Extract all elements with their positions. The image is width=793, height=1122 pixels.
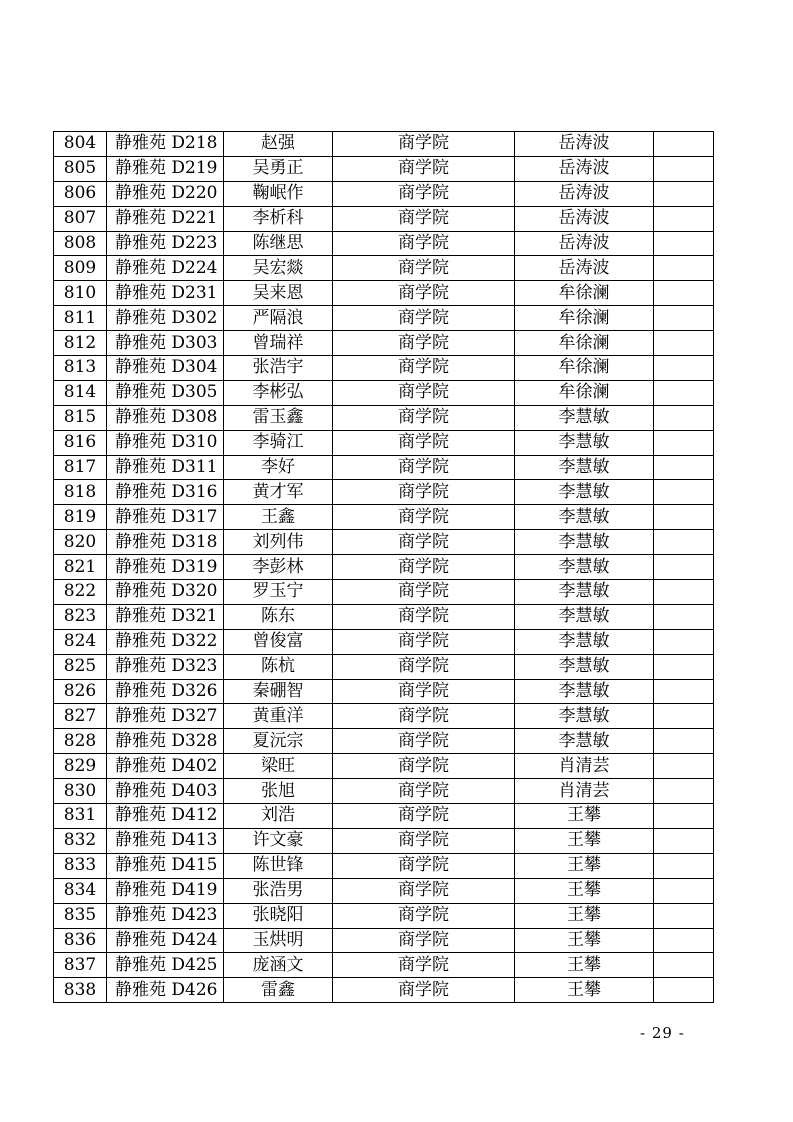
student-name-cell: 严隔浪 (224, 306, 333, 331)
college-cell: 商学院 (333, 928, 515, 953)
row-number-cell: 830 (54, 779, 107, 804)
table-row (54, 405, 714, 430)
table-row (54, 181, 714, 206)
room-cell: 静雅苑 D305 (107, 380, 224, 405)
student-name-cell: 秦硼智 (224, 679, 333, 704)
row-number-cell: 817 (54, 455, 107, 480)
note-cell (654, 978, 714, 1003)
room-cell: 静雅苑 D402 (107, 754, 224, 779)
note-cell (654, 206, 714, 231)
room-cell: 静雅苑 D322 (107, 629, 224, 654)
table-row (54, 505, 714, 530)
college-cell: 商学院 (333, 878, 515, 903)
college-cell: 商学院 (333, 306, 515, 331)
room-cell: 静雅苑 D319 (107, 555, 224, 580)
note-cell (654, 754, 714, 779)
college-cell: 商学院 (333, 978, 515, 1003)
row-number-cell: 825 (54, 654, 107, 679)
counselor-cell: 岳涛波 (515, 156, 654, 181)
note-cell (654, 405, 714, 430)
note-cell (654, 480, 714, 505)
note-cell (654, 604, 714, 629)
college-cell: 商学院 (333, 704, 515, 729)
student-name-cell: 梁旺 (224, 754, 333, 779)
table-row (54, 804, 714, 829)
note-cell (654, 804, 714, 829)
student-name-cell: 吴来恩 (224, 281, 333, 306)
student-name-cell: 黄重洋 (224, 704, 333, 729)
college-cell: 商学院 (333, 629, 515, 654)
room-cell: 静雅苑 D323 (107, 654, 224, 679)
row-number-cell: 837 (54, 953, 107, 978)
table-row (54, 679, 714, 704)
table-row (54, 455, 714, 480)
college-cell: 商学院 (333, 555, 515, 580)
counselor-cell: 李慧敏 (515, 480, 654, 505)
table-row (54, 654, 714, 679)
table-row (54, 754, 714, 779)
student-name-cell: 陈继思 (224, 231, 333, 256)
counselor-cell: 王攀 (515, 978, 654, 1003)
row-number-cell: 834 (54, 878, 107, 903)
college-cell: 商学院 (333, 754, 515, 779)
table-row (54, 779, 714, 804)
note-cell (654, 256, 714, 281)
table-row (54, 878, 714, 903)
counselor-cell: 肖清芸 (515, 754, 654, 779)
counselor-cell: 李慧敏 (515, 555, 654, 580)
student-name-cell: 李彭林 (224, 555, 333, 580)
note-cell (654, 580, 714, 605)
row-number-cell: 833 (54, 853, 107, 878)
note-cell (654, 654, 714, 679)
table-row (54, 430, 714, 455)
row-number-cell: 821 (54, 555, 107, 580)
room-cell: 静雅苑 D221 (107, 206, 224, 231)
college-cell: 商学院 (333, 331, 515, 356)
table-row (54, 480, 714, 505)
row-number-cell: 816 (54, 430, 107, 455)
room-cell: 静雅苑 D413 (107, 828, 224, 853)
table-row (54, 978, 714, 1003)
college-cell: 商学院 (333, 480, 515, 505)
row-number-cell: 826 (54, 679, 107, 704)
student-name-cell: 李好 (224, 455, 333, 480)
counselor-cell: 李慧敏 (515, 704, 654, 729)
row-number-cell: 807 (54, 206, 107, 231)
student-name-cell: 赵强 (224, 132, 333, 157)
room-cell: 静雅苑 D327 (107, 704, 224, 729)
room-cell: 静雅苑 D423 (107, 903, 224, 928)
note-cell (654, 953, 714, 978)
row-number-cell: 836 (54, 928, 107, 953)
note-cell (654, 704, 714, 729)
note-cell (654, 729, 714, 754)
room-cell: 静雅苑 D415 (107, 853, 224, 878)
college-cell: 商学院 (333, 779, 515, 804)
room-cell: 静雅苑 D321 (107, 604, 224, 629)
room-cell: 静雅苑 D303 (107, 331, 224, 356)
student-name-cell: 许文豪 (224, 828, 333, 853)
college-cell: 商学院 (333, 132, 515, 157)
student-name-cell: 陈东 (224, 604, 333, 629)
counselor-cell: 李慧敏 (515, 604, 654, 629)
student-name-cell: 吴勇正 (224, 156, 333, 181)
counselor-cell: 李慧敏 (515, 530, 654, 555)
college-cell: 商学院 (333, 281, 515, 306)
row-number-cell: 819 (54, 505, 107, 530)
college-cell: 商学院 (333, 156, 515, 181)
college-cell: 商学院 (333, 729, 515, 754)
table-row (54, 729, 714, 754)
counselor-cell: 李慧敏 (515, 580, 654, 605)
note-cell (654, 306, 714, 331)
table-row (54, 604, 714, 629)
college-cell: 商学院 (333, 853, 515, 878)
row-number-cell: 828 (54, 729, 107, 754)
room-cell: 静雅苑 D317 (107, 505, 224, 530)
table-row (54, 331, 714, 356)
note-cell (654, 853, 714, 878)
table-row (54, 356, 714, 381)
counselor-cell: 王攀 (515, 804, 654, 829)
student-name-cell: 玉烘明 (224, 928, 333, 953)
student-name-cell: 李骑江 (224, 430, 333, 455)
counselor-cell: 李慧敏 (515, 654, 654, 679)
student-name-cell: 王鑫 (224, 505, 333, 530)
table-row (54, 853, 714, 878)
row-number-cell: 832 (54, 828, 107, 853)
student-name-cell: 黄才军 (224, 480, 333, 505)
counselor-cell: 岳涛波 (515, 206, 654, 231)
counselor-cell: 岳涛波 (515, 231, 654, 256)
room-cell: 静雅苑 D316 (107, 480, 224, 505)
college-cell: 商学院 (333, 256, 515, 281)
row-number-cell: 829 (54, 754, 107, 779)
room-cell: 静雅苑 D320 (107, 580, 224, 605)
room-cell: 静雅苑 D403 (107, 779, 224, 804)
counselor-cell: 牟徐澜 (515, 331, 654, 356)
counselor-cell: 李慧敏 (515, 455, 654, 480)
note-cell (654, 828, 714, 853)
table-row (54, 306, 714, 331)
counselor-cell: 李慧敏 (515, 505, 654, 530)
room-cell: 静雅苑 D326 (107, 679, 224, 704)
counselor-cell: 王攀 (515, 828, 654, 853)
room-cell: 静雅苑 D310 (107, 430, 224, 455)
row-number-cell: 810 (54, 281, 107, 306)
student-name-cell: 陈世锋 (224, 853, 333, 878)
college-cell: 商学院 (333, 953, 515, 978)
row-number-cell: 822 (54, 580, 107, 605)
student-name-cell: 雷玉鑫 (224, 405, 333, 430)
counselor-cell: 李慧敏 (515, 405, 654, 430)
counselor-cell: 岳涛波 (515, 181, 654, 206)
college-cell: 商学院 (333, 580, 515, 605)
student-name-cell: 张晓阳 (224, 903, 333, 928)
student-name-cell: 李彬弘 (224, 380, 333, 405)
row-number-cell: 815 (54, 405, 107, 430)
student-name-cell: 庞涵文 (224, 953, 333, 978)
college-cell: 商学院 (333, 430, 515, 455)
college-cell: 商学院 (333, 679, 515, 704)
student-name-cell: 夏沅宗 (224, 729, 333, 754)
note-cell (654, 629, 714, 654)
college-cell: 商学院 (333, 181, 515, 206)
row-number-cell: 823 (54, 604, 107, 629)
table-row (54, 704, 714, 729)
room-cell: 静雅苑 D219 (107, 156, 224, 181)
note-cell (654, 505, 714, 530)
table-row (54, 629, 714, 654)
table-row (54, 555, 714, 580)
counselor-cell: 王攀 (515, 953, 654, 978)
counselor-cell: 肖清芸 (515, 779, 654, 804)
note-cell (654, 356, 714, 381)
dormitory-table (53, 131, 714, 1003)
row-number-cell: 804 (54, 132, 107, 157)
room-cell: 静雅苑 D425 (107, 953, 224, 978)
student-name-cell: 张旭 (224, 779, 333, 804)
student-name-cell: 曾俊富 (224, 629, 333, 654)
row-number-cell: 809 (54, 256, 107, 281)
table-row (54, 156, 714, 181)
row-number-cell: 838 (54, 978, 107, 1003)
note-cell (654, 530, 714, 555)
note-cell (654, 878, 714, 903)
college-cell: 商学院 (333, 828, 515, 853)
room-cell: 静雅苑 D328 (107, 729, 224, 754)
note-cell (654, 380, 714, 405)
room-cell: 静雅苑 D308 (107, 405, 224, 430)
counselor-cell: 岳涛波 (515, 256, 654, 281)
college-cell: 商学院 (333, 804, 515, 829)
college-cell: 商学院 (333, 505, 515, 530)
student-name-cell: 刘浩 (224, 804, 333, 829)
row-number-cell: 808 (54, 231, 107, 256)
note-cell (654, 156, 714, 181)
page-number: - 29 - (640, 1024, 685, 1042)
college-cell: 商学院 (333, 604, 515, 629)
table-row (54, 132, 714, 157)
room-cell: 静雅苑 D218 (107, 132, 224, 157)
note-cell (654, 555, 714, 580)
table-row (54, 530, 714, 555)
counselor-cell: 李慧敏 (515, 729, 654, 754)
table-row (54, 231, 714, 256)
note-cell (654, 779, 714, 804)
row-number-cell: 835 (54, 903, 107, 928)
note-cell (654, 430, 714, 455)
row-number-cell: 812 (54, 331, 107, 356)
counselor-cell: 李慧敏 (515, 629, 654, 654)
row-number-cell: 820 (54, 530, 107, 555)
college-cell: 商学院 (333, 356, 515, 381)
room-cell: 静雅苑 D304 (107, 356, 224, 381)
note-cell (654, 281, 714, 306)
college-cell: 商学院 (333, 455, 515, 480)
table-row (54, 206, 714, 231)
room-cell: 静雅苑 D311 (107, 455, 224, 480)
student-name-cell: 吴宏燚 (224, 256, 333, 281)
note-cell (654, 928, 714, 953)
college-cell: 商学院 (333, 903, 515, 928)
student-name-cell: 张浩男 (224, 878, 333, 903)
note-cell (654, 679, 714, 704)
college-cell: 商学院 (333, 380, 515, 405)
college-cell: 商学院 (333, 530, 515, 555)
table-row (54, 281, 714, 306)
room-cell: 静雅苑 D223 (107, 231, 224, 256)
table-row (54, 256, 714, 281)
table-body (54, 132, 714, 1003)
note-cell (654, 455, 714, 480)
counselor-cell: 王攀 (515, 928, 654, 953)
note-cell (654, 231, 714, 256)
college-cell: 商学院 (333, 231, 515, 256)
row-number-cell: 813 (54, 356, 107, 381)
student-name-cell: 刘列伟 (224, 530, 333, 555)
table-row (54, 928, 714, 953)
row-number-cell: 824 (54, 629, 107, 654)
college-cell: 商学院 (333, 405, 515, 430)
counselor-cell: 李慧敏 (515, 430, 654, 455)
room-cell: 静雅苑 D224 (107, 256, 224, 281)
college-cell: 商学院 (333, 206, 515, 231)
row-number-cell: 806 (54, 181, 107, 206)
student-name-cell: 陈杭 (224, 654, 333, 679)
room-cell: 静雅苑 D231 (107, 281, 224, 306)
row-number-cell: 831 (54, 804, 107, 829)
row-number-cell: 814 (54, 380, 107, 405)
room-cell: 静雅苑 D220 (107, 181, 224, 206)
counselor-cell: 王攀 (515, 878, 654, 903)
table-row (54, 903, 714, 928)
table-row (54, 828, 714, 853)
counselor-cell: 牟徐澜 (515, 380, 654, 405)
room-cell: 静雅苑 D318 (107, 530, 224, 555)
college-cell: 商学院 (333, 654, 515, 679)
row-number-cell: 818 (54, 480, 107, 505)
student-name-cell: 鞠岷作 (224, 181, 333, 206)
student-name-cell: 曾瑞祥 (224, 331, 333, 356)
room-cell: 静雅苑 D412 (107, 804, 224, 829)
row-number-cell: 827 (54, 704, 107, 729)
counselor-cell: 王攀 (515, 903, 654, 928)
student-name-cell: 雷鑫 (224, 978, 333, 1003)
table-row (54, 580, 714, 605)
row-number-cell: 811 (54, 306, 107, 331)
counselor-cell: 牟徐澜 (515, 281, 654, 306)
room-cell: 静雅苑 D419 (107, 878, 224, 903)
note-cell (654, 132, 714, 157)
counselor-cell: 牟徐澜 (515, 306, 654, 331)
room-cell: 静雅苑 D424 (107, 928, 224, 953)
student-name-cell: 张浩宇 (224, 356, 333, 381)
counselor-cell: 岳涛波 (515, 132, 654, 157)
table-row (54, 953, 714, 978)
counselor-cell: 牟徐澜 (515, 356, 654, 381)
student-name-cell: 李析科 (224, 206, 333, 231)
room-cell: 静雅苑 D426 (107, 978, 224, 1003)
note-cell (654, 331, 714, 356)
note-cell (654, 181, 714, 206)
row-number-cell: 805 (54, 156, 107, 181)
counselor-cell: 李慧敏 (515, 679, 654, 704)
note-cell (654, 903, 714, 928)
room-cell: 静雅苑 D302 (107, 306, 224, 331)
table-row (54, 380, 714, 405)
student-name-cell: 罗玉宁 (224, 580, 333, 605)
counselor-cell: 王攀 (515, 853, 654, 878)
